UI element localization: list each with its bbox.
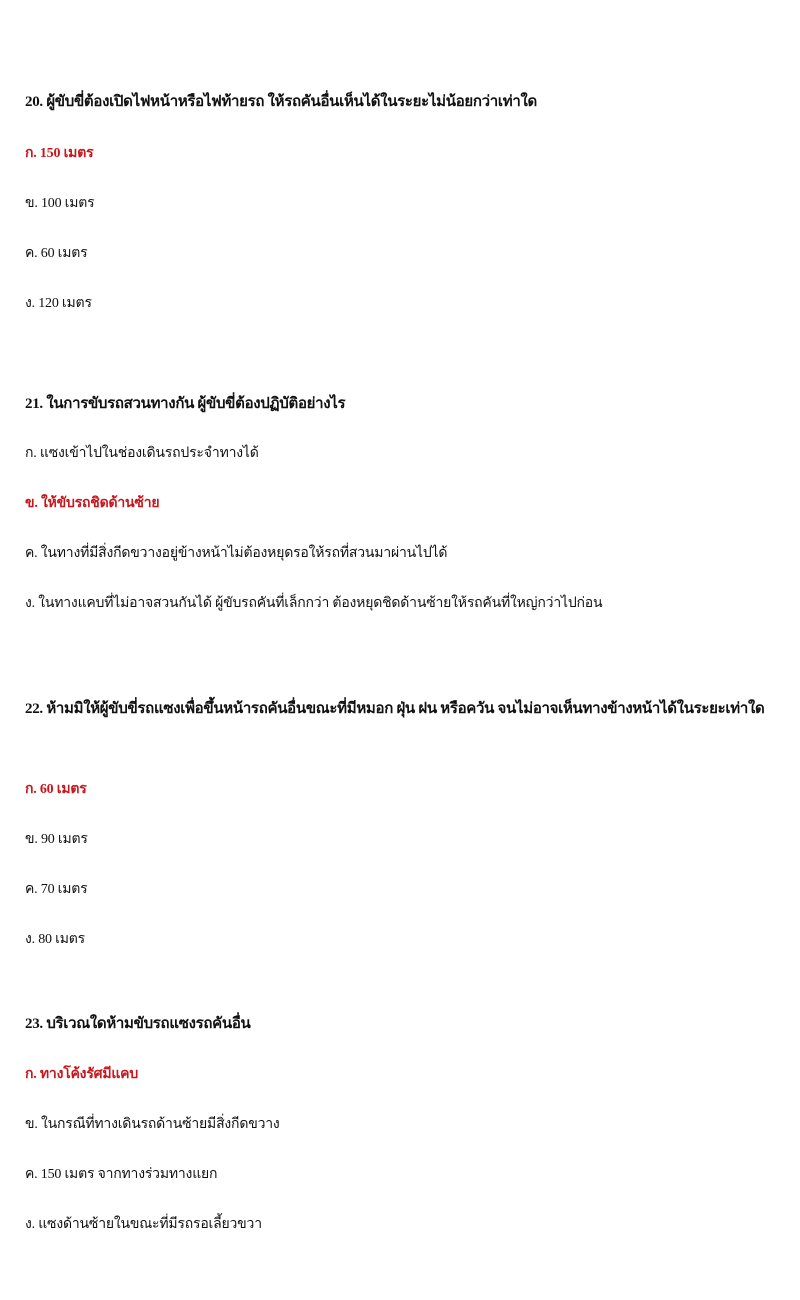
option-22-c: ค. 70 เมตร: [25, 882, 88, 897]
question-number: 20.: [25, 94, 43, 110]
question-21: [25, 397, 345, 412]
option-21-a: ก. แซงเข้าไปในช่องเดินรถประจำทางได้: [25, 446, 259, 461]
question-number: 21.: [25, 396, 43, 412]
question-22: [25, 692, 780, 726]
option-20-d: ง. 120 เมตร: [25, 296, 92, 311]
question-20: [25, 95, 537, 110]
option-21-c: ค. ในทางที่มีสิ่งกีดขวางอยู่ข้างหน้าไม่ต้องหยุดรอให้รถที่สวนมาผ่านไปได้: [25, 546, 448, 561]
option-23-a-correct: ก. ทางโค้งรัศมีแคบ: [25, 1067, 139, 1082]
question-23: [25, 1017, 251, 1032]
option-23-c: ค. 150 เมตร จากทางร่วมทางแยก: [25, 1167, 218, 1182]
option-20-b: ข. 100 เมตร: [25, 196, 95, 211]
question-number: 23.: [25, 1016, 43, 1032]
option-21-b-correct: ข. ให้ขับรถชิดด้านซ้าย: [25, 496, 160, 511]
option-22-d: ง. 80 เมตร: [25, 932, 85, 947]
question-text: ห้ามมิให้ผู้ขับขี่รถแซงเพื่อขึ้นหน้ารถคันอื่นขณะที่มีหมอก ฝุ่น ฝน หรือควัน จนไม่อาจเห็นทางข้างหน้าได้ในระยะเท่าใด: [46, 701, 765, 717]
option-22-b: ข. 90 เมตร: [25, 832, 88, 847]
option-20-c: ค. 60 เมตร: [25, 246, 88, 261]
question-text: บริเวณใดห้ามขับรถแซงรถคันอื่น: [46, 1016, 251, 1032]
option-23-b: ข. ในกรณีที่ทางเดินรถด้านซ้ายมีสิ่งกีดขวาง: [25, 1117, 280, 1132]
question-number: 22.: [25, 701, 43, 717]
option-21-d: ง. ในทางแคบที่ไม่อาจสวนกันได้ ผู้ขับรถคันที่เล็กกว่า ต้องหยุดชิดด้านซ้ายให้รถคันที่ใหญ่กว่าไปก่อน: [25, 596, 603, 611]
question-text: ผู้ขับขี่ต้องเปิดไฟหน้าหรือไฟท้ายรถ ให้รถคันอื่นเห็นได้ในระยะไม่น้อยกว่าเท่าใด: [46, 94, 537, 110]
option-23-d: ง. แซงด้านซ้ายในขณะที่มีรถรอเลี้ยวขวา: [25, 1217, 262, 1232]
option-20-a-correct: ก. 150 เมตร: [25, 146, 94, 161]
option-22-a-correct: ก. 60 เมตร: [25, 782, 87, 797]
question-text: ในการขับรถสวนทางกัน ผู้ขับขี่ต้องปฏิบัติอย่างไร: [46, 396, 346, 412]
